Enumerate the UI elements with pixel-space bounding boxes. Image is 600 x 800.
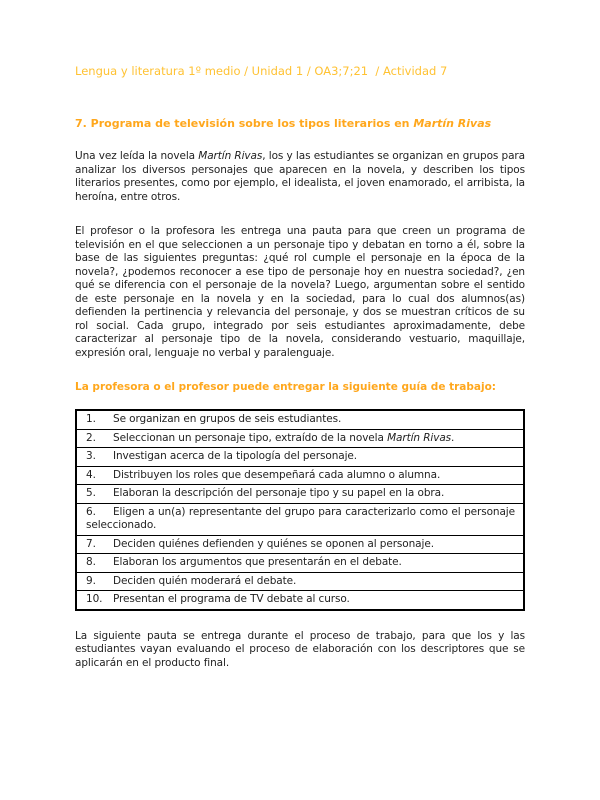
row-text: Seleccionan un personaje tipo, extraído de la novela [113,431,388,444]
table-row [77,504,523,536]
table-row [77,554,523,573]
intro-paragraph-end: , los y las estudiantes se organizan en grupos para analizar los diversos personajes que aparecen en la novela, y describen los tipos literarios presentes, como por ejemplo, el idealista, el joven enamorado, el arribista, la heroína, entre otros. [75,150,525,203]
table-row [77,448,523,467]
intro-paragraph-start: Una vez leída la novela [75,150,199,162]
table-row [77,430,523,449]
row-text: Investigan acerca de la tipología del personaje. [113,450,358,462]
row-text: Deciden quiénes defienden y quiénes se oponen al personaje. [113,537,434,550]
work-guide-table [75,409,525,611]
activity-title [75,117,525,131]
table-row [77,591,523,609]
activity-title-text: 7. Programa de televisión sobre los tipos literarios en [75,117,414,130]
table-row [77,485,523,504]
row-number: 3. [86,450,96,462]
novel-name: Martín Rivas [198,150,263,162]
row-number: 4. [86,468,96,481]
row-number: 8. [86,556,96,568]
intro-paragraph [75,150,525,204]
table-row [77,411,523,430]
breadcrumb: Lengua y literatura 1º medio / Unidad 1 / OA3;7;21 / Actividad 7 [75,64,448,78]
row-number: 6. [86,505,96,518]
table-row [77,536,523,555]
row-text: Elaboran la descripción del personaje tipo y su papel en la obra. [113,487,445,499]
row-text: Eligen a un(a) representante del grupo para caracterizarlo como el personaje seleccionado. [86,505,515,531]
novel-name: Martín Rivas [387,431,452,444]
instructions-paragraph: El profesor o la profesora les entrega una pauta para que creen un programa de televisión en el que seleccionen a un personaje tipo y debatan en torno a él, sobre la base de las siguientes preguntas: ¿qué rol cumple el personaje en la época de la novela?, ¿podemos reconocer a ese tipo de personaje hoy en nuestra sociedad?, ¿en qué se diferencia con el personaje de la novela? Luego, argumentan sobre el sentido de este personaje en la novela y en la sociedad, para lo cual dos alumnos(as) defienden la pertinencia y relevancia del personaje, y dos se muestran críticos de su rol social. Cada grupo, integrado por seis estudiantes aproximadamente, debe caracterizar al personaje tipo de la novela, considerando vestuario, maquillaje, expresión oral, lenguaje no verbal y paralenguaje. [75,225,525,359]
row-number: 1. [86,413,96,425]
row-text: Elaboran los argumentos que presentarán en el debate. [113,556,402,568]
row-number: 9. [86,574,96,587]
table-row [77,467,523,486]
row-text: Distribuyen los roles que desempeñará cada alumno o alumna. [113,468,441,481]
row-number: 10. [86,593,103,605]
activity-title-novel-name: Martín Rivas [413,117,492,130]
row-number: 5. [86,487,96,499]
table-row [77,573,523,592]
row-text: Deciden quién moderará el debate. [113,574,297,587]
row-text: Presentan el programa de TV debate al curso. [113,593,350,605]
guide-intro-heading: La profesora o el profesor puede entregar la siguiente guía de trabajo: [75,381,496,393]
row-number: 7. [86,537,96,550]
row-text: Se organizan en grupos de seis estudiantes. [113,413,342,425]
row-number: 2. [86,431,96,444]
row-text-end: . [451,431,455,444]
closing-paragraph: La siguiente pauta se entrega durante el proceso de trabajo, para que los y las estudiantes vayan evaluando el proceso de elaboración con los descriptores que se aplicarán en el producto final. [75,629,525,669]
